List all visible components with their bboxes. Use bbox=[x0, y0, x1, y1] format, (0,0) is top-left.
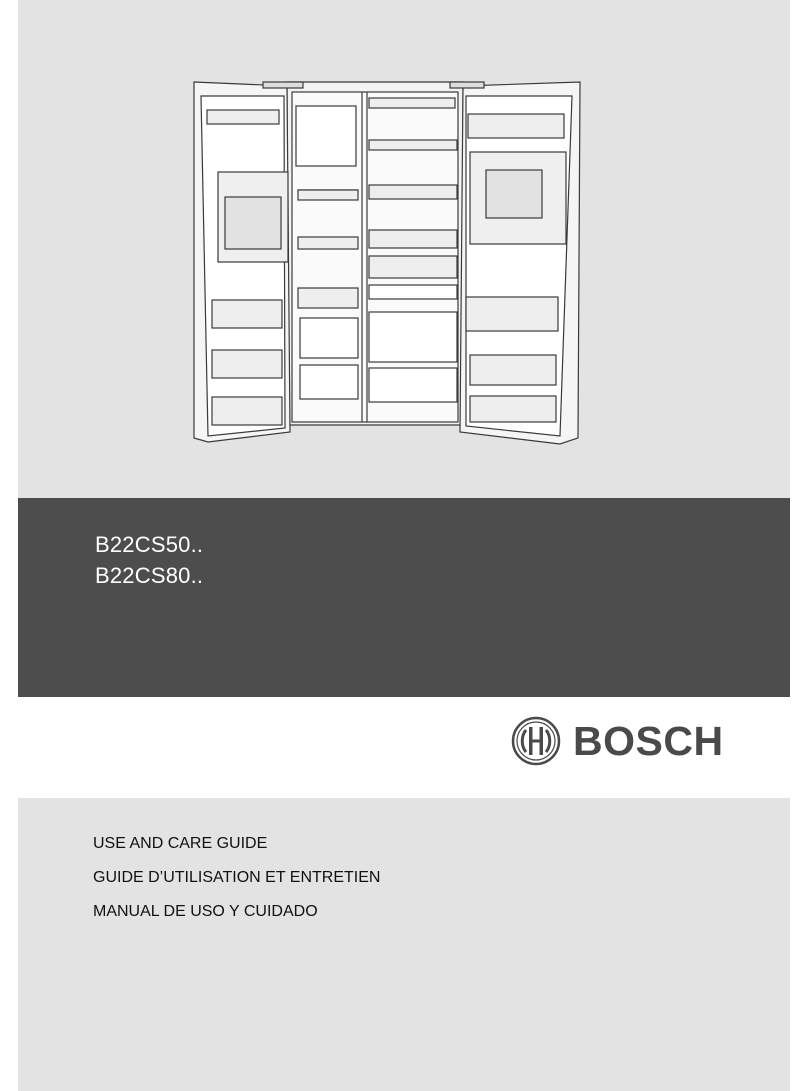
bosch-armature-logo-icon bbox=[511, 716, 561, 766]
brand-name: BOSCH bbox=[573, 717, 724, 764]
guide-title-french: GUIDE D’UTILISATION ET ENTRETIEN bbox=[93, 869, 381, 886]
model-band bbox=[18, 498, 790, 697]
refrigerator-illustration bbox=[0, 0, 808, 498]
brand-logo bbox=[511, 716, 724, 766]
model-number-1: B22CS50.. bbox=[95, 532, 204, 557]
model-number-2: B22CS80.. bbox=[95, 563, 204, 588]
guide-title-english: USE AND CARE GUIDE bbox=[93, 835, 268, 852]
guide-title-spanish: MANUAL DE USO Y CUIDADO bbox=[93, 903, 318, 920]
